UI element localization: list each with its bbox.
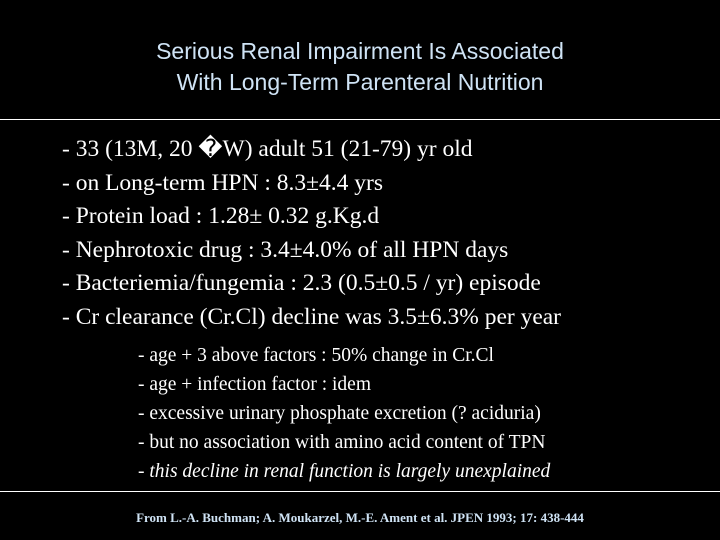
bullet-item: - Nephrotoxic drug : 3.4±4.0% of all HPN days	[62, 236, 509, 263]
sub-bullet-list	[138, 341, 550, 486]
sub-bullet-item: - this decline in renal function is largely unexplained	[138, 461, 551, 482]
sub-bullet-item: - age + infection factor : idem	[138, 374, 371, 395]
bullet-item: - Cr clearance (Cr.Cl) decline was 3.5±6.3% per year	[62, 303, 562, 330]
bullet-list	[62, 133, 561, 334]
bullet-item: - 33 (13M, 20 �W) adult 51 (21-79) yr old	[62, 136, 473, 162]
bullet-item: - on Long-term HPN : 8.3±4.4 yrs	[62, 169, 383, 196]
citation: From L.-A. Buchman; A. Moukarzel, M.-E. Ament et al. JPEN 1993; 17: 438-444	[136, 510, 584, 525]
slide-title	[0, 36, 720, 98]
sub-bullet-item: - but no association with amino acid content of TPN	[138, 432, 546, 453]
top-divider	[0, 119, 720, 120]
bottom-divider	[0, 491, 720, 492]
bullet-item: - Bacteriemia/fungemia : 2.3 (0.5±0.5 / yr) episode	[62, 270, 541, 296]
title-line-1: Serious Renal Impairment Is Associated	[156, 38, 564, 64]
sub-bullet-item: - age + 3 above factors : 50% change in Cr.Cl	[138, 345, 494, 366]
sub-bullet-item: - excessive urinary phosphate excretion (? aciduria)	[138, 403, 541, 424]
bullet-item: - Protein load : 1.28± 0.32 g.Kg.d	[62, 203, 380, 229]
title-line-2: With Long-Term Parenteral Nutrition	[176, 69, 544, 95]
